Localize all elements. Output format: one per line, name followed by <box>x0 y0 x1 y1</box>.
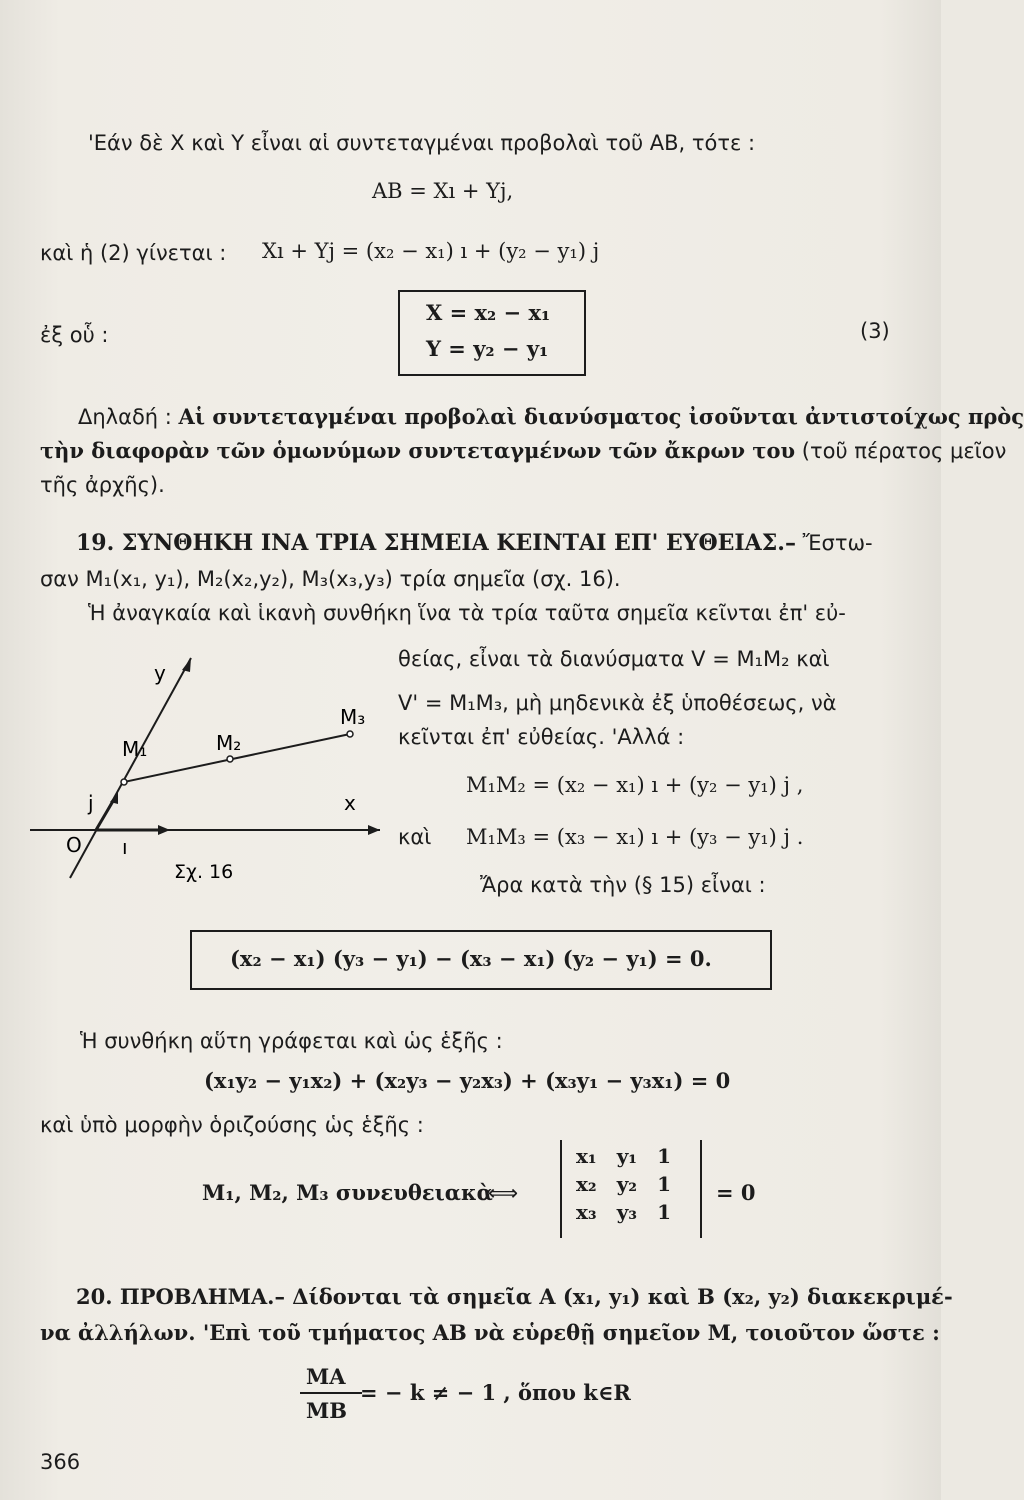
equation-number: (3) <box>860 319 890 343</box>
j-label: j <box>88 791 94 815</box>
determinant-bar-right <box>700 1140 702 1238</box>
i-label: ı <box>122 835 128 859</box>
i-vector-arrowhead <box>158 825 170 835</box>
figure-16 <box>30 650 390 890</box>
point-m1 <box>121 779 127 785</box>
section-text: Ἄρα κατὰ τὴν (§ 15) εἶναι : <box>480 873 766 897</box>
and-label: καὶ <box>398 825 432 849</box>
fraction-rhs: = − k ≠ − 1 , ὅπου k∈R <box>360 1380 631 1405</box>
section-text: καὶ ὑπὸ μορφὴν ὁριζούσης ὡς ἑξῆς : <box>40 1113 424 1137</box>
j-vector-arrowhead <box>110 792 118 804</box>
problem-text: να ἀλλήλων. 'Επὶ τοῦ τμήματος AB νὰ εὑρεθῇ σημεῖον M, τοιοῦτον ὥστε : <box>40 1320 940 1345</box>
m3-label: M₃ <box>340 705 366 729</box>
intro-line: 'Εάν δὲ X καὶ Y εἶναι αἱ συντεταγμέναι προβολαὶ τοῦ AB, τότε : <box>88 131 756 155</box>
section-text: Ἡ ἀναγκαία καὶ ἱκανὴ συνθήκη ἵνα τὰ τρία ταῦτα σημεῖα κεῖνται ἐπ' εὐ- <box>88 601 846 625</box>
section-text: V' = M₁M₃, μὴ μηδενικὰ ἐξ ὑποθέσεως, νὰ <box>398 691 837 715</box>
statement-bold: τὴν διαφορὰν τῶν ὁμωνύμων συντεταγμένων τῶν ἄκρων του <box>40 438 796 463</box>
statement-bold: Αἱ συντεταγμέναι προβολαὶ διανύσματος ἰσοῦνται ἀντιστοίχως πρὸς <box>178 404 1024 429</box>
collinear-label: M₁, M₂, M₃ συνευθειακὰ <box>202 1180 493 1205</box>
section-text: σαν M₁(x₁, y₁), M₂(x₂,y₂), M₃(x₃,y₃) τρία σημεῖα (σχ. 16). <box>40 567 621 591</box>
vector-equation: M₁M₂ = (x₂ − x₁) ı + (y₂ − y₁) j , <box>466 773 804 797</box>
section-text: θείας, εἶναι τὰ διανύσματα V = M₁M₂ καὶ <box>398 647 830 671</box>
statement-text: τῆς ἀρχῆς). <box>40 473 165 497</box>
y-axis-label: y <box>154 661 166 685</box>
boxed-equation: Y = y₂ − y₁ <box>426 336 549 361</box>
y-axis <box>70 658 191 878</box>
condition-equation: (x₁y₂ − y₁x₂) + (x₂y₃ − y₂x₃) + (x₃y₁ − y₃x₁) = 0 <box>204 1068 731 1093</box>
page-number: 366 <box>40 1450 81 1474</box>
point-m2 <box>227 756 233 762</box>
boxed-condition: (x₂ − x₁) (y₃ − y₁) − (x₃ − x₁) (y₂ − y₁) = 0. <box>230 946 712 971</box>
vector-equation: AB = Xı + Yj, <box>372 179 514 203</box>
x-axis-arrowhead <box>368 825 380 835</box>
figure-caption: Σχ. 16 <box>174 861 234 883</box>
vector-equation: M₁M₃ = (x₃ − x₁) ı + (y₃ − y₁) j . <box>466 825 804 849</box>
vector-equation: Xı + Yj = (x₂ − x₁) ı + (y₂ − y₁) j <box>262 239 600 263</box>
determinant-matrix: x₁ y₁ 1 x₂ y₂ 1 x₃ y₃ 1 <box>576 1144 671 1224</box>
m2-label: M₂ <box>216 731 242 755</box>
equivalence-arrow: ⟺ <box>488 1181 519 1205</box>
point-m3 <box>347 731 353 737</box>
statement-prefix: Δηλαδή : <box>78 405 172 429</box>
m1-label: M₁ <box>122 737 148 761</box>
from-label: ἐξ οὗ : <box>40 323 109 347</box>
section-text: κεῖνται ἐπ' εὐθείας. 'Αλλά : <box>398 725 685 749</box>
fraction-bar <box>300 1392 362 1394</box>
section-heading: 19. ΣΥΝΘΗΚΗ ΙΝΑ ΤΡΙΑ ΣΗΜΕΙΑ ΚΕΙΝΤΑΙ ΕΠ' ΕΥΘΕΙΑΣ.– <box>76 530 796 556</box>
section-text: Ἡ συνθήκη αὕτη γράφεται καὶ ὡς ἑξῆς : <box>80 1029 503 1053</box>
determinant-equals: = 0 <box>716 1180 756 1205</box>
y-axis-arrowhead <box>182 658 191 672</box>
section-heading-tail: Ἔστω- <box>802 531 873 555</box>
x-axis-label: x <box>344 791 356 815</box>
boxed-equation: X = x₂ − x₁ <box>426 300 551 325</box>
problem-heading: 20. ΠΡΟΒΛΗΜΑ.– Δίδονται τὰ σημεῖα A (x₁, y₁) καὶ B (x₂, y₂) διακεκριμέ- <box>76 1284 953 1309</box>
statement-text: (τοῦ πέρατος μεῖον <box>801 439 1007 463</box>
intro-label: καὶ ἡ (2) γίνεται : <box>40 241 227 265</box>
fraction-numerator: MA <box>306 1364 346 1389</box>
fraction-denominator: MB <box>306 1398 347 1423</box>
origin-label: O <box>66 833 82 857</box>
determinant-bar-left <box>560 1140 562 1238</box>
